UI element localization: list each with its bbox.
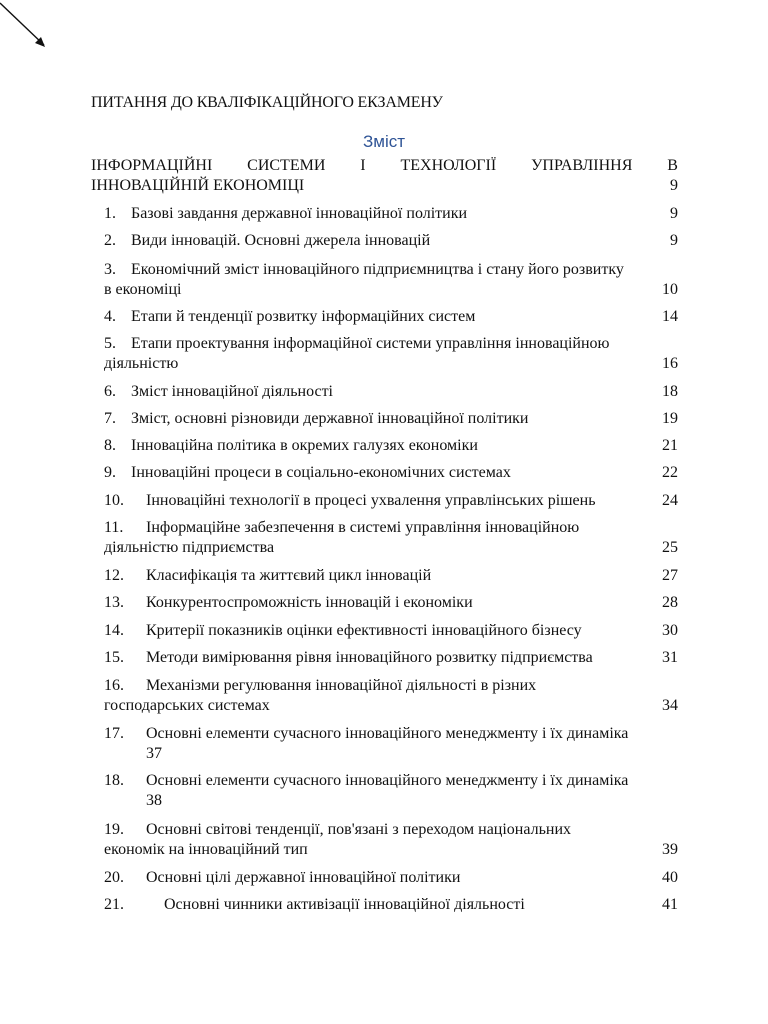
toc-entry[interactable] (104, 868, 678, 888)
entry-page: 24 (662, 492, 678, 509)
entry-title-continued: господарських системах (104, 697, 270, 714)
entry-number: 18. (104, 772, 124, 789)
section-word: УПРАВЛІННЯ (531, 157, 633, 174)
entry-number: 20. (104, 869, 124, 886)
entry-title-continued: діяльністю підприємства (104, 539, 275, 556)
exam-title: ПИТАННЯ ДО КВАЛІФІКАЦІЙНОГО ЕКЗАМЕНУ (91, 94, 443, 111)
toc-entry[interactable] (104, 436, 678, 456)
entry-page: 10 (662, 281, 678, 298)
toc-entry[interactable] (104, 771, 678, 811)
entry-number: 2. (104, 232, 116, 249)
entry-number: 5. (104, 335, 116, 352)
entry-title: Механізми регулювання інноваційної діяльності в різних (146, 677, 537, 694)
toc-entry[interactable] (104, 334, 678, 374)
toc-entry[interactable] (104, 676, 678, 716)
entry-page: 37 (146, 745, 162, 762)
entry-page: 34 (662, 697, 678, 714)
entry-title: Конкурентоспроможність інновацій і економіки (146, 594, 473, 611)
entry-title: Критерії показників оцінки ефективності інноваційного бізнесу (146, 622, 582, 639)
toc-entry[interactable] (104, 820, 678, 860)
entry-number: 16. (104, 677, 124, 694)
entry-page: 19 (662, 410, 678, 427)
entry-page: 22 (662, 464, 678, 481)
toc-entry[interactable] (104, 566, 678, 586)
toc-entry[interactable] (104, 307, 678, 327)
entry-number: 4. (104, 308, 116, 325)
entry-title-continued: в економіці (104, 281, 182, 298)
entry-title: Базові завдання державної інноваційної політики (131, 205, 468, 222)
arrow-icon (0, 0, 60, 60)
section-page-number: 9 (670, 177, 678, 194)
toc-entry[interactable] (104, 260, 678, 300)
section-word: В (667, 157, 678, 174)
entry-title: Основні світові тенденції, пов'язані з переходом національних (146, 821, 572, 838)
entry-title: Методи вимірювання рівня інноваційного розвитку підприємства (146, 649, 593, 666)
entry-title: Етапи й тенденції розвитку інформаційних систем (131, 308, 476, 325)
toc-entry[interactable] (104, 409, 678, 429)
entry-page: 9 (670, 205, 678, 222)
toc-section-heading[interactable] (91, 156, 678, 196)
entry-title-continued: діяльністю (104, 355, 179, 372)
entry-title: Основні чинники активізації інноваційної діяльності (164, 896, 525, 913)
entry-title: Класифікація та життєвий цикл інновацій (146, 567, 432, 584)
entry-page: 21 (662, 437, 678, 454)
entry-number: 9. (104, 464, 116, 481)
entry-page: 27 (662, 567, 678, 584)
entry-title: Зміст інноваційної діяльності (131, 383, 333, 400)
entry-number: 3. (104, 261, 116, 278)
section-title-line-2: ІННОВАЦІЙНІЙ ЕКОНОМІЦІ (91, 177, 305, 194)
entry-number: 7. (104, 410, 116, 427)
entry-title-continued: економік на інноваційний тип (104, 841, 308, 858)
entry-number: 15. (104, 649, 124, 666)
entry-page: 18 (662, 383, 678, 400)
entry-number: 19. (104, 821, 124, 838)
entry-title: Інноваційні процеси в соціально-економічних системах (131, 464, 511, 481)
entry-title: Основні елементи сучасного інноваційного менеджменту і їх динаміка (146, 725, 629, 742)
entry-number: 1. (104, 205, 116, 222)
entry-number: 14. (104, 622, 124, 639)
entry-title: Зміст, основні різновиди державної інноваційної політики (131, 410, 529, 427)
toc-entry[interactable] (104, 621, 678, 641)
entry-title: Інформаційне забезпечення в системі управління інноваційною (146, 519, 580, 536)
toc-entry[interactable] (104, 463, 678, 483)
entry-title: Основні цілі державної інноваційної політики (146, 869, 461, 886)
entry-number: 6. (104, 383, 116, 400)
entry-number: 10. (104, 492, 124, 509)
toc-entry[interactable] (104, 895, 678, 915)
entry-page: 25 (662, 539, 678, 556)
entry-title: Види інновацій. Основні джерела інновацій (131, 232, 431, 249)
section-word: СИСТЕМИ (247, 157, 326, 174)
section-title-line-1 (91, 156, 678, 176)
entry-number: 13. (104, 594, 124, 611)
entry-page: 40 (662, 869, 678, 886)
section-word: ІНФОРМАЦІЙНІ (91, 157, 213, 174)
entry-page: 16 (662, 355, 678, 372)
entry-page: 28 (662, 594, 678, 611)
entry-page: 38 (146, 792, 162, 809)
toc-entry[interactable] (104, 204, 678, 224)
section-word: ТЕХНОЛОГІЇ (400, 157, 497, 174)
toc-entry[interactable] (104, 593, 678, 613)
entry-number: 21. (104, 896, 124, 913)
entry-number: 8. (104, 437, 116, 454)
entry-number: 17. (104, 725, 124, 742)
toc-entry[interactable] (104, 648, 678, 668)
entry-title: Економічний зміст інноваційного підприємництва і стану його розвитку (131, 261, 624, 278)
section-word: І (360, 157, 366, 174)
entry-title: Основні елементи сучасного інноваційного менеджменту і їх динаміка (146, 772, 629, 789)
entry-title: Інноваційні технології в процесі ухвалення управлінських рішень (146, 492, 596, 509)
entry-page: 30 (662, 622, 678, 639)
entry-page: 31 (662, 649, 678, 666)
entry-number: 12. (104, 567, 124, 584)
toc-heading: Зміст (362, 132, 406, 151)
entry-page: 9 (670, 232, 678, 249)
entry-page: 41 (662, 896, 678, 913)
entry-title: Етапи проектування інформаційної системи управління інноваційною (131, 335, 610, 352)
entry-page: 39 (662, 841, 678, 858)
toc-entry[interactable] (104, 491, 678, 511)
toc-entry[interactable] (104, 231, 678, 251)
toc-entry[interactable] (104, 382, 678, 402)
toc-entry[interactable] (104, 724, 678, 764)
entry-number: 11. (104, 519, 124, 536)
entry-title: Інноваційна політика в окремих галузях економіки (131, 437, 478, 454)
toc-entry[interactable] (104, 518, 678, 558)
entry-page: 14 (662, 308, 678, 325)
